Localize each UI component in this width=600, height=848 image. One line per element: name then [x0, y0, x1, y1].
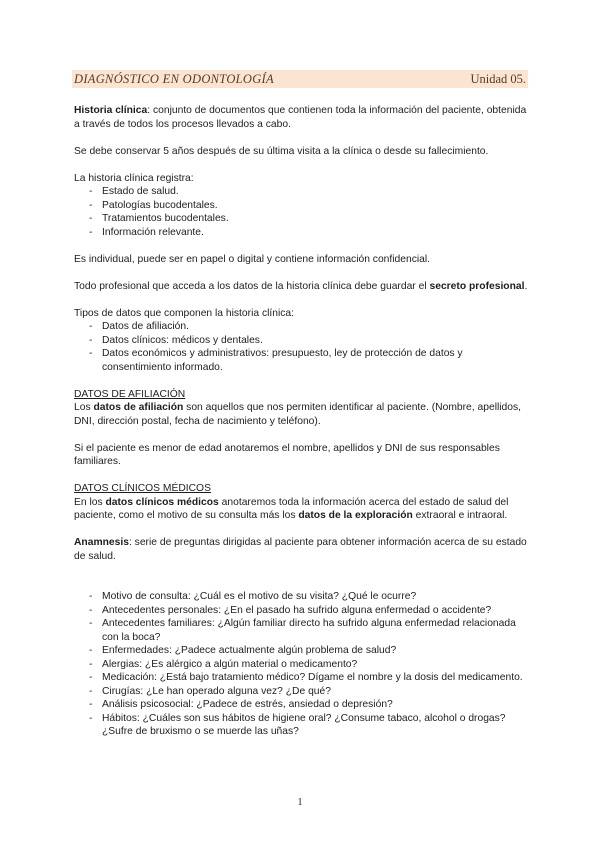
list-item: - Datos clínicos: médicos y dentales.: [74, 334, 528, 348]
list-item: - Datos de afiliación.: [74, 320, 528, 334]
secret-after: .: [524, 280, 528, 292]
spacer: [74, 577, 528, 591]
list-item: - Cirugías: ¿Le han operado alguna vez? ¿De qué?: [74, 685, 528, 699]
list-item: - Información relevante.: [74, 226, 528, 240]
clinicos-paragraph: [74, 496, 528, 523]
page-number: 1: [297, 796, 303, 808]
term-datos-clinicos: datos clínicos médicos: [105, 496, 219, 508]
secret-paragraph: [74, 280, 528, 294]
term-datos-afiliacion: datos de afiliación: [93, 402, 184, 413]
course-title: DIAGNÓSTICO EN ODONTOLOGÍA: [74, 71, 274, 86]
list-item: - Motivo de consulta: ¿Cuál es el motivo de su visita? ¿Qué le ocurre?: [74, 590, 528, 604]
section-heading-clinicos: DATOS CLÍNICOS MÉDICOS: [74, 483, 211, 494]
clinicos-after: extraoral e intraoral.: [412, 510, 508, 521]
conservation-paragraph: Se debe conservar 5 años después de su última visita a la clínica o desde su fallecimiento.: [74, 145, 489, 157]
document-body: [74, 104, 528, 752]
afiliacion-before: Los: [74, 402, 94, 413]
intro-paragraph: [74, 104, 528, 131]
list-item: - Medicación: ¿Está bajo tratamiento médico? Dígame el nombre y la dosis del medicamento.: [74, 671, 528, 685]
list-item: - Tratamientos bucodentales.: [74, 212, 528, 226]
registers-lead: La historia clínica registra:: [74, 172, 194, 184]
term-secreto-profesional: secreto profesional: [429, 280, 525, 292]
term-historia-clinica: Historia clínica: [74, 105, 148, 116]
list-item: - Estado de salud.: [74, 185, 528, 199]
intro-definition: : conjunto de documentos que contienen toda la información del paciente, obtenida a través de todos los procesos llevados a cabo.: [74, 105, 527, 130]
list-item: - Datos económicos y administrativos: presupuesto, ley de protección de datos y consentimiento informado.: [74, 347, 528, 374]
term-datos-exploracion: datos de la exploración: [298, 510, 413, 521]
section-heading-afiliacion: DATOS DE AFILIACIÓN: [74, 388, 186, 400]
types-lead: Tipos de datos que componen la historia clínica:: [74, 307, 294, 319]
afiliacion-after: son aquellos que nos permiten identificar al paciente. (Nombre, apellidos, DNI, dirección postal, fecha de nacimiento y teléfono).: [74, 402, 522, 427]
term-anamnesis: Anamnesis: [74, 537, 129, 548]
types-list: [74, 320, 528, 374]
list-item: - Patologías bucodentales.: [74, 199, 528, 213]
list-item: - Análisis psicosocial: ¿Padece de estrés, ansiedad o depresión?: [74, 698, 528, 712]
list-item: - Antecedentes personales: ¿En el pasado ha sufrido alguna enfermedad o accidente?: [74, 604, 528, 618]
registers-list: [74, 185, 528, 239]
clinicos-middle: anotaremos toda la información acerca del estado de salud del paciente, como el motivo de su consulta más los: [74, 496, 509, 521]
anamnesis-list: [74, 590, 528, 739]
anamnesis-paragraph: [74, 536, 528, 563]
list-item: - Antecedentes familiares: ¿Algún familiar directo ha sufrido alguna enfermedad relacionada con la boca?: [74, 617, 528, 644]
secret-before: Todo profesional que acceda a los datos de la historia clínica debe guardar el: [74, 280, 430, 292]
list-item: - Alergias: ¿Es alérgico a algún material o medicamento?: [74, 658, 528, 672]
afiliacion-paragraph: [74, 401, 528, 428]
list-item: - Enfermedades: ¿Padece actualmente algún problema de salud?: [74, 644, 528, 658]
individual-paragraph: Es individual, puede ser en papel o digital y contiene información confidencial.: [74, 253, 431, 265]
anamnesis-definition: : serie de preguntas dirigidas al paciente para obtener información acerca de su estado de salud.: [74, 537, 527, 562]
list-item: - Hábitos: ¿Cuáles son sus hábitos de higiene oral? ¿Consume tabaco, alcohol o drogas? ¿Sufre de bruxismo o se muerde las uñas?: [74, 712, 528, 739]
page-header: [72, 70, 528, 88]
clinicos-before: En los: [74, 496, 106, 508]
minor-paragraph: Si el paciente es menor de edad anotaremos el nombre, apellidos y DNI de sus responsables familiares.: [74, 442, 500, 467]
unit-label: Unidad 05.: [470, 71, 526, 86]
